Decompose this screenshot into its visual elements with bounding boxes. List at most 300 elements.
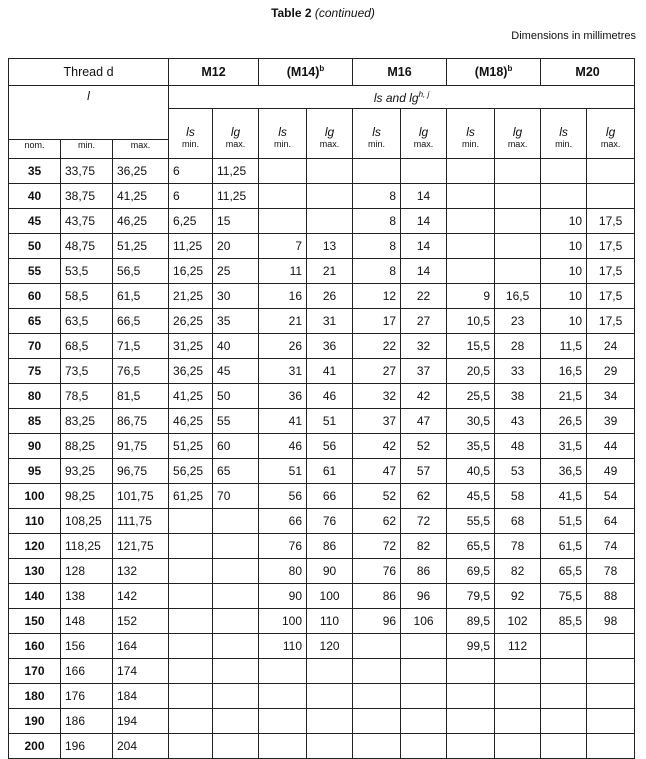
dimension-cell: 164 [113, 633, 169, 658]
dimension-cell: 57 [401, 458, 447, 483]
dimension-cell: 32 [353, 383, 401, 408]
dimension-cell: 78,5 [61, 383, 113, 408]
dimension-cell: 52 [401, 433, 447, 458]
dimension-cell: 17 [353, 308, 401, 333]
dimension-cell: 96,75 [113, 458, 169, 483]
dimension-cell: 16,25 [169, 258, 213, 283]
dimension-cell: 46 [259, 433, 307, 458]
table-row [9, 733, 635, 758]
table-title-label: Table 2 [271, 6, 312, 20]
dimension-cell: 31,5 [541, 433, 587, 458]
dimension-cell: 110 [307, 608, 353, 633]
dimension-cell: 8 [353, 183, 401, 208]
dimension-cell: 11 [259, 258, 307, 283]
dimensions-table [8, 58, 635, 759]
dimension-cell: 33 [495, 358, 541, 383]
dimension-cell [307, 658, 353, 683]
dimension-cell: 45,5 [447, 483, 495, 508]
dimension-cell: 86,75 [113, 408, 169, 433]
dimension-cell: 41,25 [113, 183, 169, 208]
sub-lg: lg [307, 109, 353, 140]
dimension-cell: 48 [495, 433, 541, 458]
table-row [9, 683, 635, 708]
dimension-cell [169, 683, 213, 708]
dimension-cell [259, 183, 307, 208]
units-note: Dimensions in millimetres [511, 30, 636, 42]
dimension-cell: 17,5 [587, 283, 635, 308]
dimension-cell: 9 [447, 283, 495, 308]
dimension-cell: 71,5 [113, 333, 169, 358]
max-label: max. [587, 139, 635, 158]
dimension-cell: 86 [307, 533, 353, 558]
dimension-cell: 174 [113, 658, 169, 683]
nominal-length-cell: 180 [9, 683, 61, 708]
dimension-cell: 81,5 [113, 383, 169, 408]
dimension-cell [213, 533, 259, 558]
dimension-cell [447, 233, 495, 258]
dimension-cell: 111,75 [113, 508, 169, 533]
dimension-cell: 16,5 [495, 283, 541, 308]
dimension-cell [259, 158, 307, 183]
table-row [9, 708, 635, 733]
dimension-cell [307, 708, 353, 733]
dimension-cell: 66 [307, 483, 353, 508]
dimension-cell: 74 [587, 533, 635, 558]
dimension-cell: 12 [353, 283, 401, 308]
dimension-cell: 76 [307, 508, 353, 533]
table-row [9, 233, 635, 258]
dimension-cell [401, 158, 447, 183]
dimension-cell: 63,5 [61, 308, 113, 333]
dimension-cell: 58 [495, 483, 541, 508]
table-title-continued: (continued) [314, 6, 375, 20]
dimension-cell: 61,5 [113, 283, 169, 308]
dimension-cell: 51,25 [113, 233, 169, 258]
max-label: max. [495, 139, 541, 158]
dimension-cell: 58,5 [61, 283, 113, 308]
dimension-cell: 40,5 [447, 458, 495, 483]
dimension-cell [307, 183, 353, 208]
dimension-cell [541, 708, 587, 733]
max-label: max. [307, 139, 353, 158]
dimension-cell: 49 [587, 458, 635, 483]
dimension-cell [447, 658, 495, 683]
dimension-cell: 61 [307, 458, 353, 483]
dimension-cell: 82 [495, 558, 541, 583]
nominal-length-cell: 85 [9, 408, 61, 433]
dimension-cell [307, 733, 353, 758]
table-row [9, 608, 635, 633]
dimension-cell: 76 [353, 558, 401, 583]
dimension-cell: 6 [169, 158, 213, 183]
dimension-cell [213, 583, 259, 608]
dimension-cell: 86 [353, 583, 401, 608]
dimension-cell [495, 708, 541, 733]
dimension-cell [447, 733, 495, 758]
dimension-cell: 6 [169, 183, 213, 208]
dimension-cell: 46,25 [169, 408, 213, 433]
dimension-cell: 89,5 [447, 608, 495, 633]
dimension-cell [259, 733, 307, 758]
dimension-cell: 54 [587, 483, 635, 508]
dimension-cell: 7 [259, 233, 307, 258]
dimension-cell: 102 [495, 608, 541, 633]
nom-label: nom. [9, 139, 61, 158]
dimension-cell [541, 183, 587, 208]
nominal-length-cell: 70 [9, 333, 61, 358]
size-header-m12: M12 [169, 59, 259, 86]
dimension-cell: 15 [213, 208, 259, 233]
dimension-cell [495, 208, 541, 233]
dimension-cell: 21,5 [541, 383, 587, 408]
dimension-cell [495, 733, 541, 758]
dimension-cell: 17,5 [587, 308, 635, 333]
dimension-cell: 36 [307, 333, 353, 358]
table-row [9, 483, 635, 508]
table-row [9, 633, 635, 658]
dimension-cell: 53,5 [61, 258, 113, 283]
dimension-cell [587, 733, 635, 758]
dimension-cell [447, 183, 495, 208]
dimension-cell: 85,5 [541, 608, 587, 633]
dimension-cell: 50 [213, 383, 259, 408]
dimension-cell: 6,25 [169, 208, 213, 233]
dimension-cell [213, 558, 259, 583]
dimension-cell: 11,25 [213, 158, 259, 183]
dimension-cell: 35,5 [447, 433, 495, 458]
dimension-cell: 16 [259, 283, 307, 308]
dimension-cell [447, 258, 495, 283]
dimension-cell: 41 [259, 408, 307, 433]
table-row [9, 508, 635, 533]
dimension-cell [213, 683, 259, 708]
dimension-cell: 76 [259, 533, 307, 558]
dimension-cell: 10 [541, 283, 587, 308]
dimension-cell: 14 [401, 183, 447, 208]
dimension-cell [541, 158, 587, 183]
dimension-cell: 23 [495, 308, 541, 333]
dimension-cell: 29 [587, 358, 635, 383]
dimension-cell: 42 [401, 383, 447, 408]
sub-ls: ls [541, 109, 587, 140]
dimension-cell: 110 [259, 633, 307, 658]
dimension-cell: 52 [353, 483, 401, 508]
dimension-cell: 25,5 [447, 383, 495, 408]
dimension-cell: 93,25 [61, 458, 113, 483]
dimension-cell: 73,5 [61, 358, 113, 383]
dimension-cell: 55,5 [447, 508, 495, 533]
dimension-cell [213, 633, 259, 658]
max-label: max. [213, 139, 259, 158]
dimension-cell: 8 [353, 258, 401, 283]
dimension-cell: 31,25 [169, 333, 213, 358]
dimension-cell [447, 158, 495, 183]
dimension-cell [401, 708, 447, 733]
dimension-cell: 82 [401, 533, 447, 558]
sub-ls: ls [169, 109, 213, 140]
dimension-cell: 60 [213, 433, 259, 458]
dimension-cell [447, 683, 495, 708]
table-title [0, 6, 646, 20]
nominal-length-cell: 130 [9, 558, 61, 583]
min-label: min. [259, 139, 307, 158]
dimension-cell: 22 [401, 283, 447, 308]
dimension-cell: 14 [401, 233, 447, 258]
dimension-cell [307, 158, 353, 183]
dimension-cell: 194 [113, 708, 169, 733]
dimension-cell: 62 [401, 483, 447, 508]
dimension-cell: 41 [307, 358, 353, 383]
table-row [9, 333, 635, 358]
dimension-cell: 27 [401, 308, 447, 333]
dimension-cell: 32 [401, 333, 447, 358]
dimension-cell: 11,25 [169, 233, 213, 258]
dimension-cell [353, 733, 401, 758]
table-row [9, 583, 635, 608]
dimension-cell: 112 [495, 633, 541, 658]
nominal-length-cell: 60 [9, 283, 61, 308]
dimension-cell: 25 [213, 258, 259, 283]
dimension-cell: 31 [259, 358, 307, 383]
dimension-cell: 184 [113, 683, 169, 708]
dimension-cell: 56,25 [169, 458, 213, 483]
dimension-cell: 106 [401, 608, 447, 633]
dimension-cell: 10 [541, 258, 587, 283]
dimension-cell [353, 708, 401, 733]
dimension-cell: 64 [587, 508, 635, 533]
table-row [9, 533, 635, 558]
dimension-cell: 68 [495, 508, 541, 533]
dimension-cell: 21,25 [169, 283, 213, 308]
dimension-cell: 86 [401, 558, 447, 583]
dimension-cell: 10 [541, 208, 587, 233]
dimension-cell: 14 [401, 258, 447, 283]
dimension-cell [259, 683, 307, 708]
dimension-cell: 62 [353, 508, 401, 533]
dimension-cell: 11,5 [541, 333, 587, 358]
dimension-cell [213, 508, 259, 533]
table-row [9, 308, 635, 333]
dimension-cell [353, 633, 401, 658]
dimension-cell: 21 [259, 308, 307, 333]
sub-ls: ls [259, 109, 307, 140]
dimension-cell [495, 158, 541, 183]
dimension-cell: 80 [259, 558, 307, 583]
dimension-cell: 176 [61, 683, 113, 708]
dimension-cell: 17,5 [587, 233, 635, 258]
dimension-cell: 91,75 [113, 433, 169, 458]
dimension-cell: 101,75 [113, 483, 169, 508]
min-label: min. [447, 139, 495, 158]
nominal-length-cell: 110 [9, 508, 61, 533]
dimension-cell: 66 [259, 508, 307, 533]
dimension-cell: 36,5 [541, 458, 587, 483]
dimension-cell: 37 [401, 358, 447, 383]
sub-lg: lg [213, 109, 259, 140]
dimension-cell: 72 [353, 533, 401, 558]
table-row [9, 183, 635, 208]
nominal-length-cell: 35 [9, 158, 61, 183]
dimension-cell [213, 708, 259, 733]
dimension-cell: 98,25 [61, 483, 113, 508]
nominal-length-cell: 170 [9, 658, 61, 683]
dimension-cell: 79,5 [447, 583, 495, 608]
dimension-cell [353, 658, 401, 683]
table-row [9, 283, 635, 308]
dimension-cell: 100 [259, 608, 307, 633]
dimension-cell: 10 [541, 308, 587, 333]
dimension-cell [495, 683, 541, 708]
dimension-cell: 83,25 [61, 408, 113, 433]
min-label: min. [61, 139, 113, 158]
dimension-cell: 47 [353, 458, 401, 483]
dimension-cell [169, 558, 213, 583]
l-header: l [9, 86, 169, 140]
dimension-cell: 43 [495, 408, 541, 433]
dimension-cell: 166 [61, 658, 113, 683]
dimension-cell: 78 [495, 533, 541, 558]
dimension-cell: 30,5 [447, 408, 495, 433]
dimension-cell: 8 [353, 233, 401, 258]
dimension-cell: 27 [353, 358, 401, 383]
dimension-cell: 44 [587, 433, 635, 458]
dimension-cell: 108,25 [61, 508, 113, 533]
dimension-cell [587, 158, 635, 183]
size-header-m18: $(M18)^b$ [447, 59, 541, 86]
dimension-cell: 56 [259, 483, 307, 508]
dimension-cell: 148 [61, 608, 113, 633]
dimension-cell: 121,75 [113, 533, 169, 558]
dimension-cell: 65,5 [447, 533, 495, 558]
max-label: max. [401, 139, 447, 158]
dimension-cell: 34 [587, 383, 635, 408]
dimension-cell: 118,25 [61, 533, 113, 558]
dimension-cell [213, 658, 259, 683]
dimension-cell [587, 708, 635, 733]
dimension-cell: 48,75 [61, 233, 113, 258]
sub-lg: lg [587, 109, 635, 140]
header-row-minmax [9, 139, 635, 158]
dimension-cell: 100 [307, 583, 353, 608]
dimension-cell: 36 [259, 383, 307, 408]
header-row-l [9, 86, 635, 109]
dimension-cell [307, 208, 353, 233]
nominal-length-cell: 55 [9, 258, 61, 283]
dimension-cell: 10,5 [447, 308, 495, 333]
dimension-cell [401, 733, 447, 758]
dimension-cell: 39 [587, 408, 635, 433]
dimension-cell [495, 183, 541, 208]
dimension-cell: 96 [353, 608, 401, 633]
table-row [9, 458, 635, 483]
dimension-cell [447, 208, 495, 233]
nominal-length-cell: 120 [9, 533, 61, 558]
dimension-cell [495, 658, 541, 683]
dimension-cell: 20 [213, 233, 259, 258]
header-row-sizes [9, 59, 635, 86]
dimension-cell [447, 708, 495, 733]
dimension-cell: 36,25 [113, 158, 169, 183]
dimension-cell: 40 [213, 333, 259, 358]
dimension-cell: 120 [307, 633, 353, 658]
nominal-length-cell: 150 [9, 608, 61, 633]
dimension-cell [541, 733, 587, 758]
dimension-cell: 196 [61, 733, 113, 758]
sub-lg: lg [401, 109, 447, 140]
nominal-length-cell: 90 [9, 433, 61, 458]
dimension-cell: 22 [353, 333, 401, 358]
dimension-cell [587, 183, 635, 208]
table-row [9, 408, 635, 433]
dimension-cell [541, 633, 587, 658]
nominal-length-cell: 75 [9, 358, 61, 383]
dimension-cell: 15,5 [447, 333, 495, 358]
dimension-cell: 72 [401, 508, 447, 533]
size-header-m20: M20 [541, 59, 635, 86]
nominal-length-cell: 200 [9, 733, 61, 758]
table-row [9, 358, 635, 383]
dimension-cell: 78 [587, 558, 635, 583]
nominal-length-cell: 65 [9, 308, 61, 333]
dimension-cell [401, 633, 447, 658]
dimension-cell: 132 [113, 558, 169, 583]
dimension-cell: 38 [495, 383, 541, 408]
dimension-cell [353, 158, 401, 183]
dimension-cell: 61,5 [541, 533, 587, 558]
dimension-cell: 99,5 [447, 633, 495, 658]
dimension-cell: 14 [401, 208, 447, 233]
dimension-cell [169, 583, 213, 608]
dimension-cell: 26 [307, 283, 353, 308]
nominal-length-cell: 80 [9, 383, 61, 408]
dimension-cell [169, 658, 213, 683]
dimension-cell: 46 [307, 383, 353, 408]
dimension-cell: 152 [113, 608, 169, 633]
dimension-cell [587, 683, 635, 708]
dimension-cell: 76,5 [113, 358, 169, 383]
dimension-cell: 16,5 [541, 358, 587, 383]
dimension-cell: 92 [495, 583, 541, 608]
dimension-cell: 8 [353, 208, 401, 233]
dimension-cell: 75,5 [541, 583, 587, 608]
dimension-cell: 51,25 [169, 433, 213, 458]
table-row [9, 158, 635, 183]
dimension-cell: 37 [353, 408, 401, 433]
dimension-cell: 88,25 [61, 433, 113, 458]
dimension-cell: 51 [307, 408, 353, 433]
dimension-cell: 41,5 [541, 483, 587, 508]
sub-ls: ls [353, 109, 401, 140]
dimension-cell: 13 [307, 233, 353, 258]
dimension-cell: 142 [113, 583, 169, 608]
dimension-cell [259, 708, 307, 733]
thread-header: Thread d [9, 59, 169, 86]
dimension-cell: 38,75 [61, 183, 113, 208]
dimension-cell [401, 658, 447, 683]
min-label: min. [169, 139, 213, 158]
dimension-cell: 28 [495, 333, 541, 358]
dimension-cell: 26,5 [541, 408, 587, 433]
dimension-cell: 26,25 [169, 308, 213, 333]
dimension-cell: 65 [213, 458, 259, 483]
dimension-cell [587, 633, 635, 658]
table-row [9, 383, 635, 408]
dimension-cell: 43,75 [61, 208, 113, 233]
dimension-cell [259, 658, 307, 683]
table-row [9, 433, 635, 458]
dimension-cell: 61,25 [169, 483, 213, 508]
dimension-cell: 51 [259, 458, 307, 483]
